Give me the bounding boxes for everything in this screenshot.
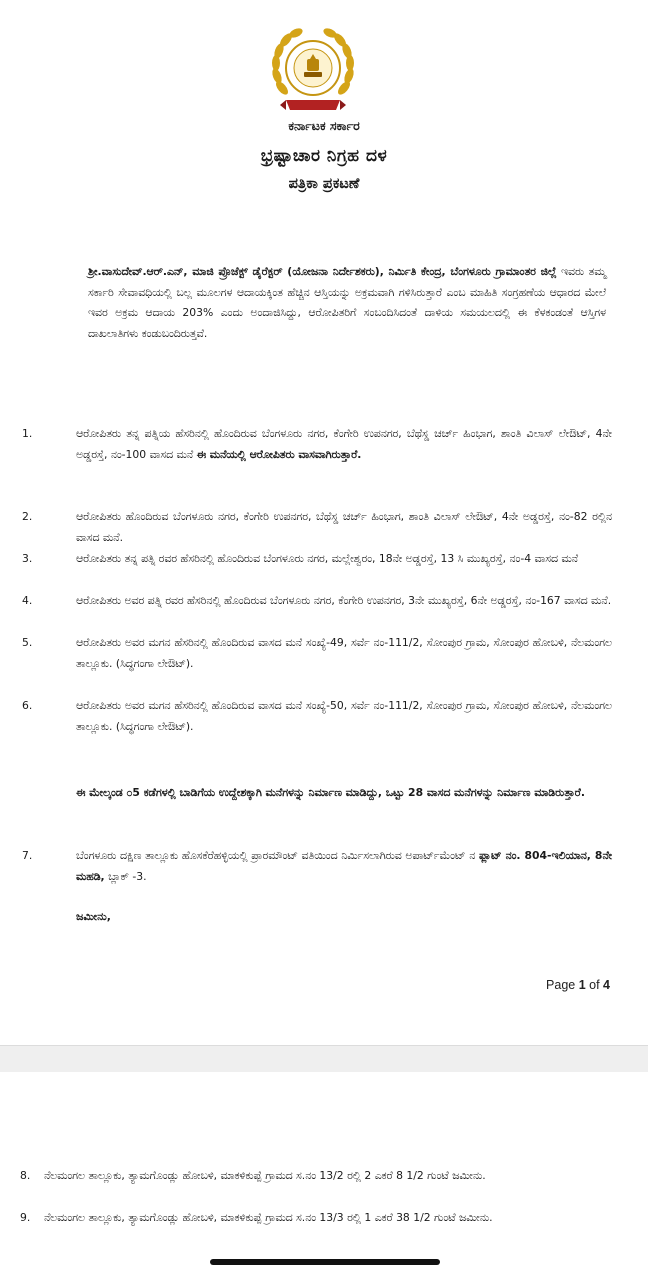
page-number-of: of — [585, 978, 604, 992]
summary-paragraph: ಈ ಮೇಲ್ಕಂಡ ೦5 ಕಡೆಗಳಲ್ಲಿ ಬಾಡಿಗೆಯ ಉದ್ದೇಶಕ್ಕಾಗಿ ಮನೆಗಳನ್ನು ನಿರ್ಮಾಣ ಮಾಡಿದ್ದು, ಒಟ್ಟು 28 ವಾಸದ ಮನೆಗಳನ್ನು ನಿರ್ಮಾಣ ಮಾಡಿರುತ್ತಾರೆ. — [76, 786, 585, 799]
land-heading: ಜಮೀನು, — [76, 910, 111, 923]
page-number-current: 1 — [578, 978, 586, 992]
list-item — [22, 549, 612, 570]
list-item-number: 3. — [22, 552, 33, 565]
list-item-number: 9. — [20, 1211, 31, 1224]
intro-subject: ಶ್ರೀ.ವಾಸುದೇವ್.ಆರ್.ಎನ್, ಮಾಜಿ ಪ್ರೊಜೆಕ್ಟ್ ಡೈರೆಕ್ಟರ್ (ಯೋಜನಾ ನಿರ್ದೇಶಕರು), ನಿರ್ಮಿತಿ ಕೇಂದ್ರ, ಬೆಂಗಳೂರು ಗ್ರಾಮಾಂತರ ಜಿಲ್ಲೆ — [88, 265, 557, 278]
list-item — [22, 846, 612, 887]
home-indicator[interactable] — [210, 1259, 440, 1265]
list-item-bold-text: ಈ ಮನೆಯಲ್ಲಿ ಆರೋಪಿತರು ವಾಸವಾಗಿರುತ್ತಾರೆ. — [196, 447, 362, 461]
document-type: ಪತ್ರಿಕಾ ಪ್ರಕಟಣೆ — [288, 176, 360, 192]
list-item — [22, 696, 612, 737]
list-item-text: ಆರೋಪಿತರು ತನ್ನ ಪತ್ನಿ ರವರ ಹೆಸರಿನಲ್ಲಿ ಹೊಂದಿರುವ ಬೆಂಗಳೂರು ನಗರ, ಮಲ್ಲೇಶ್ವರಂ, 18ನೇ ಅಡ್ಡರಸ್ತೆ, 13 ಸಿ ಮುಖ್ಯರಸ್ತೆ, ನಂ-4 ವಾಸದ ಮನೆ — [76, 552, 579, 565]
list-item-text: ಬೆಂಗಳೂರು ದಕ್ಷಿಣ ತಾಲ್ಲೂಕು ಹೊಸಕೆರೆಹಳ್ಳಿಯಲ್ಲಿ ಪ್ರಾರಮೌಂಟ್ ವತಿಯಿಂದ ನಿರ್ಮಿಸಲಾಗಿರುವ ಅಪಾರ್ಟ್‌ಮೆಂಟ್ ನ — [76, 849, 479, 862]
list-item-tail: ಬ್ಲಾಕ್ -3. — [104, 869, 147, 883]
page-number-total: 4 — [603, 978, 610, 992]
list-item — [20, 1166, 614, 1187]
document-page-2 — [0, 1072, 648, 1280]
list-item-number: 5. — [22, 636, 33, 649]
list-item-number: 8. — [20, 1169, 31, 1182]
page-number-prefix: Page — [546, 978, 579, 992]
intro-body: ಇವರು ತಮ್ಮ ಸರ್ಕಾರಿ ಸೇವಾವಧಿಯಲ್ಲಿ ಬಲ್ಲ ಮೂಲಗಳ ಆದಾಯಕ್ಕಿಂತ ಹೆಚ್ಚಿನ ಆಸ್ತಿಯನ್ನು ಅಕ್ರಮವಾಗಿ ಗಳಿಸಿರುತ್ತಾರೆ ಎಂಬ ಮಾಹಿತಿ ಸಂಗ್ರಹಣೆಯ ಆಧಾರದ ಮೇಲೆ ಇವರ ಅಕ್ರಮ ಆದಾಯ 203% ಎಂದು ಅಂದಾಜಿಸಿದ್ದು, ಆರೋಪಿತರಿಗೆ ಸಂಬಂದಿಸಿದಂತೆ ದಾಳಿಯ ಸಮಯಲದಲ್ಲಿ ಈ ಕೆಳಕಂಡಂತೆ ಆಸ್ತಿಗಳ ದಾಖಲಾತಿಗಳು ಕಂಡುಬಂದಿರುತ್ತವೆ. — [88, 265, 606, 340]
list-item-text: ಆರೋಪಿತರು ತನ್ನ ಪತ್ನಿಯ ಹೆಸರಿನಲ್ಲಿ ಹೊಂದಿರುವ ಬೆಂಗಳೂರು ನಗರ, ಕೆಂಗೇರಿ ಉಪನಗರ, ಬೆಥೆಸ್ಡ ಚರ್ಚ್ ಹಿಂಭಾಗ, ಶಾಂತಿ ವಿಲಾಸ್ ಲೇಔಟ್, 4ನೇ ಅಡ್ಡರಸ್ತೆ, ನಂ-100 ವಾಸದ ಮನೆ — [76, 427, 612, 461]
list-item-text: ಆರೋಪಿತರು ಅವರ ಮಗನ ಹೆಸರಿನಲ್ಲಿ ಹೊಂದಿರುವ ವಾಸದ ಮನೆ ಸಂಖ್ಯೆ-50, ಸರ್ವೆ ನಂ-111/2, ಸೋಂಪುರ ಗ್ರಾಮ, ಸೋಂಪುರ ಹೋಬಳಿ, ನೆಲಮಂಗಲ ತಾಲ್ಲೂಕು. (ಸಿದ್ಧಗಂಗಾ ಲೇಔಟ್). — [76, 699, 612, 733]
list-item-number: 7. — [22, 849, 33, 862]
list-item-text: ಆರೋಪಿತರು ಅವರ ಪತ್ನಿ ರವರ ಹೆಸರಿನಲ್ಲಿ ಹೊಂದಿರುವ ಬೆಂಗಳೂರು ನಗರ, ಕೆಂಗೇರಿ ಉಪನಗರ, 3ನೇ ಮುಖ್ಯರಸ್ತೆ, 6ನೇ ಅಡ್ಡರಸ್ತೆ, ನಂ-167 ವಾಸದ ಮನೆ. — [76, 594, 612, 607]
karnataka-government-emblem — [268, 26, 358, 118]
flat-number: ಫ್ಲಾಟ್ ನಂ. 804-ಇಲಿಯಾನ, 8ನೇ ಮಹಡಿ, — [76, 849, 612, 883]
list-item-number: 6. — [22, 699, 33, 712]
page-separator — [0, 1045, 648, 1073]
department-title: ಭ್ರಷ್ಟಾಚಾರ ನಿಗ್ರಹ ದಳ — [260, 146, 388, 166]
list-item-number: 1. — [22, 427, 33, 440]
list-item-text: ಆರೋಪಿತರು ಹೊಂದಿರುವ ಬೆಂಗಳೂರು ನಗರ, ಕೆಂಗೇರಿ ಉಪನಗರ, ಬೆಥೆಸ್ಡ ಚರ್ಚ್ ಹಿಂಭಾಗ, ಶಾಂತಿ ವಿಲಾಸ್ ಲೇಔಟ್, 4ನೇ ಅಡ್ಡರಸ್ತೆ, ನಂ-82 ರಲ್ಲಿನ ವಾಸದ ಮನೆ. — [76, 510, 612, 544]
list-item — [20, 1208, 614, 1229]
page-number — [546, 978, 610, 992]
list-item-text: ನೆಲಮಂಗಲ ತಾಲ್ಲೂಕು, ತ್ಯಾಮಗೊಂಡ್ಲು ಹೋಬಳಿ, ಮಾಕಳಿಕುಪ್ಪೆ ಗ್ರಾಮದ ಸ.ನಂ 13/2 ರಲ್ಲಿ 2 ಎಕರೆ 8 1/2 ಗುಂಟೆ ಜಮೀನು. — [44, 1169, 486, 1182]
list-item-text: ನೆಲಮಂಗಲ ತಾಲ್ಲೂಕು, ತ್ಯಾಮಗೊಂಡ್ಲು ಹೋಬಳಿ, ಮಾಕಳಿಕುಪ್ಪೆ ಗ್ರಾಮದ ಸ.ನಂ 13/3 ರಲ್ಲಿ 1 ಎಕರೆ 38 1/2 ಗುಂಟೆ ಜಮೀನು. — [44, 1211, 493, 1224]
list-item — [22, 591, 612, 612]
list-item-number: 4. — [22, 594, 33, 607]
list-item-number: 2. — [22, 510, 33, 523]
list-item — [22, 507, 612, 548]
list-item — [22, 424, 612, 465]
government-name: ಕರ್ನಾಟಕ ಸರ್ಕಾರ — [288, 118, 360, 133]
list-item — [22, 633, 612, 674]
intro-paragraph — [88, 262, 606, 344]
list-item-text: ಆರೋಪಿತರು ಅವರ ಮಗನ ಹೆಸರಿನಲ್ಲಿ ಹೊಂದಿರುವ ವಾಸದ ಮನೆ ಸಂಖ್ಯೆ-49, ಸರ್ವೆ ನಂ-111/2, ಸೋಂಪುರ ಗ್ರಾಮ, ಸೋಂಪುರ ಹೋಬಳಿ, ನೆಲಮಂಗಲ ತಾಲ್ಲೂಕು. (ಸಿದ್ಧಗಂಗಾ ಲೇಔಟ್). — [76, 636, 612, 670]
